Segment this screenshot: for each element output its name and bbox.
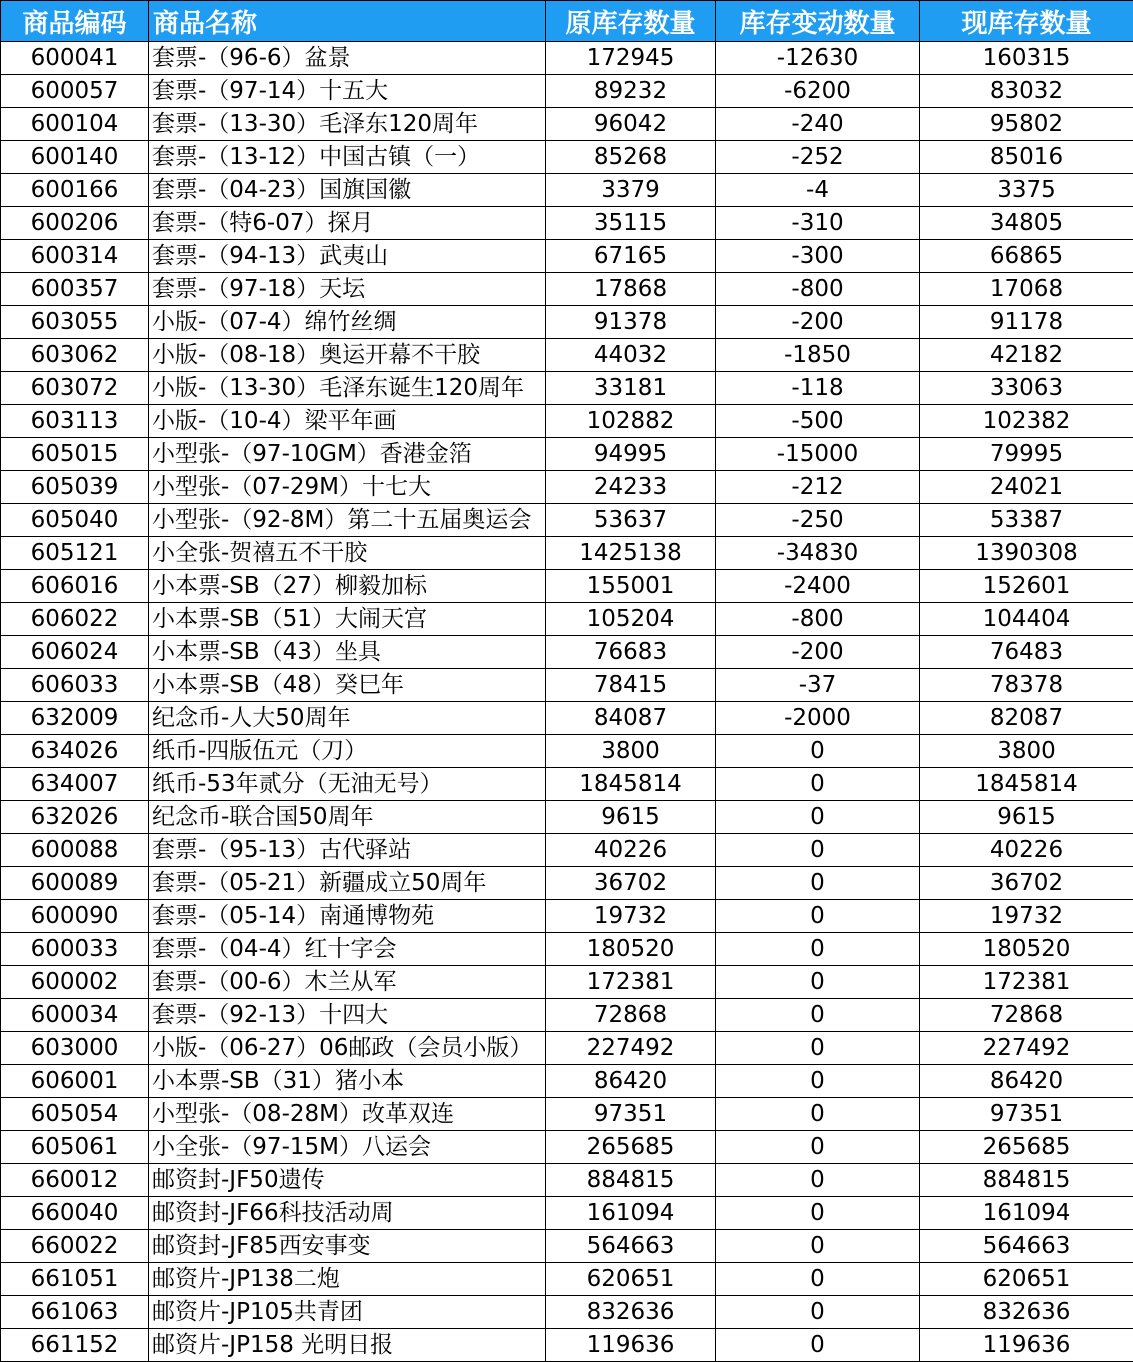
- table-row: [1, 702, 1133, 735]
- cell-curr-qty[interactable]: 83032: [920, 75, 1133, 108]
- cell-code[interactable]: 600206: [1, 207, 149, 240]
- cell-name[interactable]: 套票-（05-14）南通博物苑: [149, 900, 546, 933]
- cell-change-qty[interactable]: 0: [716, 1098, 920, 1131]
- cell-change-qty[interactable]: -4: [716, 174, 920, 207]
- table-row: [1, 471, 1133, 504]
- table-row: [1, 537, 1133, 570]
- cell-name[interactable]: 套票-（00-6）木兰从军: [149, 966, 546, 999]
- table-row: [1, 735, 1133, 768]
- cell-change-qty[interactable]: -12630: [716, 42, 920, 75]
- cell-curr-qty[interactable]: 102382: [920, 405, 1133, 438]
- table-row: [1, 108, 1133, 141]
- cell-code[interactable]: 600002: [1, 966, 149, 999]
- cell-change-qty[interactable]: -800: [716, 273, 920, 306]
- cell-name[interactable]: 小型张-（97-10GM）香港金箔: [149, 438, 546, 471]
- cell-curr-qty[interactable]: 78378: [920, 669, 1133, 702]
- cell-change-qty[interactable]: 0: [716, 966, 920, 999]
- table-body: [1, 42, 1133, 1362]
- cell-orig-qty[interactable]: 96042: [546, 108, 716, 141]
- cell-name[interactable]: 邮资封-JF66科技活动周: [149, 1197, 546, 1230]
- cell-orig-qty[interactable]: 155001: [546, 570, 716, 603]
- cell-curr-qty[interactable]: 82087: [920, 702, 1133, 735]
- cell-change-qty[interactable]: -310: [716, 207, 920, 240]
- cell-code[interactable]: 603000: [1, 1032, 149, 1065]
- cell-name[interactable]: 邮资封-JF50遗传: [149, 1164, 546, 1197]
- cell-code[interactable]: 605039: [1, 471, 149, 504]
- cell-code[interactable]: 600041: [1, 42, 149, 75]
- cell-orig-qty[interactable]: 172381: [546, 966, 716, 999]
- cell-change-qty[interactable]: 0: [716, 1263, 920, 1296]
- table-row: [1, 240, 1133, 273]
- cell-code[interactable]: 600314: [1, 240, 149, 273]
- cell-curr-qty[interactable]: 72868: [920, 999, 1133, 1032]
- cell-code[interactable]: 600089: [1, 867, 149, 900]
- cell-curr-qty[interactable]: 265685: [920, 1131, 1133, 1164]
- cell-name[interactable]: 小本票-SB（31）猪小本: [149, 1065, 546, 1098]
- cell-curr-qty[interactable]: 86420: [920, 1065, 1133, 1098]
- cell-code[interactable]: 600140: [1, 141, 149, 174]
- table-row: [1, 1197, 1133, 1230]
- cell-change-qty[interactable]: 0: [716, 867, 920, 900]
- table-row: [1, 933, 1133, 966]
- cell-curr-qty[interactable]: 34805: [920, 207, 1133, 240]
- header-code[interactable]: 商品编码: [1, 1, 149, 42]
- cell-orig-qty[interactable]: 78415: [546, 669, 716, 702]
- cell-orig-qty[interactable]: 102882: [546, 405, 716, 438]
- table-row: [1, 504, 1133, 537]
- cell-name[interactable]: 纸币-53年贰分（无油无号）: [149, 768, 546, 801]
- cell-orig-qty[interactable]: 33181: [546, 372, 716, 405]
- cell-curr-qty[interactable]: 160315: [920, 42, 1133, 75]
- cell-name[interactable]: 纪念币-人大50周年: [149, 702, 546, 735]
- table-row: [1, 768, 1133, 801]
- cell-name[interactable]: 套票-（04-4）红十字会: [149, 933, 546, 966]
- header-name[interactable]: 商品名称: [149, 1, 546, 42]
- table-row: [1, 438, 1133, 471]
- cell-curr-qty[interactable]: 40226: [920, 834, 1133, 867]
- cell-code[interactable]: 606033: [1, 669, 149, 702]
- cell-curr-qty[interactable]: 17068: [920, 273, 1133, 306]
- cell-curr-qty[interactable]: 620651: [920, 1263, 1133, 1296]
- cell-name[interactable]: 纸币-四版伍元（刀）: [149, 735, 546, 768]
- cell-curr-qty[interactable]: 227492: [920, 1032, 1133, 1065]
- cell-curr-qty[interactable]: 564663: [920, 1230, 1133, 1263]
- cell-change-qty[interactable]: 0: [716, 1131, 920, 1164]
- cell-curr-qty[interactable]: 85016: [920, 141, 1133, 174]
- cell-code[interactable]: 600088: [1, 834, 149, 867]
- cell-name[interactable]: 小型张-（07-29M）十七大: [149, 471, 546, 504]
- cell-code[interactable]: 605040: [1, 504, 149, 537]
- cell-change-qty[interactable]: -2400: [716, 570, 920, 603]
- cell-curr-qty[interactable]: 42182: [920, 339, 1133, 372]
- table-row: [1, 1032, 1133, 1065]
- table-row: [1, 1131, 1133, 1164]
- cell-curr-qty[interactable]: 79995: [920, 438, 1133, 471]
- table-row: [1, 900, 1133, 933]
- cell-code[interactable]: 632009: [1, 702, 149, 735]
- cell-code[interactable]: 600033: [1, 933, 149, 966]
- table-row: [1, 42, 1133, 75]
- cell-orig-qty[interactable]: 24233: [546, 471, 716, 504]
- cell-change-qty[interactable]: -200: [716, 306, 920, 339]
- cell-name[interactable]: 纪念币-联合国50周年: [149, 801, 546, 834]
- cell-orig-qty[interactable]: 119636: [546, 1329, 716, 1362]
- cell-code[interactable]: 661152: [1, 1329, 149, 1362]
- cell-change-qty[interactable]: 0: [716, 1032, 920, 1065]
- table-row: [1, 174, 1133, 207]
- cell-change-qty[interactable]: 0: [716, 1164, 920, 1197]
- cell-change-qty[interactable]: -6200: [716, 75, 920, 108]
- cell-code[interactable]: 660022: [1, 1230, 149, 1263]
- cell-change-qty[interactable]: -118: [716, 372, 920, 405]
- cell-change-qty[interactable]: -34830: [716, 537, 920, 570]
- table-row: [1, 999, 1133, 1032]
- cell-change-qty[interactable]: 0: [716, 1296, 920, 1329]
- cell-change-qty[interactable]: 0: [716, 900, 920, 933]
- cell-orig-qty[interactable]: 35115: [546, 207, 716, 240]
- cell-code[interactable]: 634026: [1, 735, 149, 768]
- table-row: [1, 339, 1133, 372]
- cell-name[interactable]: 套票-（92-13）十四大: [149, 999, 546, 1032]
- cell-curr-qty[interactable]: 95802: [920, 108, 1133, 141]
- cell-change-qty[interactable]: -500: [716, 405, 920, 438]
- cell-orig-qty[interactable]: 72868: [546, 999, 716, 1032]
- cell-orig-qty[interactable]: 265685: [546, 1131, 716, 1164]
- cell-curr-qty[interactable]: 33063: [920, 372, 1133, 405]
- cell-orig-qty[interactable]: 1425138: [546, 537, 716, 570]
- cell-name[interactable]: 套票-（13-30）毛泽东120周年: [149, 108, 546, 141]
- cell-name[interactable]: 小版-（06-27）06邮政（会员小版）: [149, 1032, 546, 1065]
- cell-orig-qty[interactable]: 3379: [546, 174, 716, 207]
- cell-orig-qty[interactable]: 84087: [546, 702, 716, 735]
- cell-name[interactable]: 小版-（10-4）梁平年画: [149, 405, 546, 438]
- cell-change-qty[interactable]: 0: [716, 999, 920, 1032]
- cell-orig-qty[interactable]: 227492: [546, 1032, 716, 1065]
- cell-orig-qty[interactable]: 17868: [546, 273, 716, 306]
- cell-code[interactable]: 605054: [1, 1098, 149, 1131]
- cell-code[interactable]: 603072: [1, 372, 149, 405]
- cell-code[interactable]: 600090: [1, 900, 149, 933]
- cell-code[interactable]: 634007: [1, 768, 149, 801]
- cell-change-qty[interactable]: 0: [716, 834, 920, 867]
- header-curr-qty[interactable]: 现库存数量: [920, 1, 1133, 42]
- cell-orig-qty[interactable]: 161094: [546, 1197, 716, 1230]
- cell-curr-qty[interactable]: 832636: [920, 1296, 1133, 1329]
- cell-code[interactable]: 605121: [1, 537, 149, 570]
- cell-orig-qty[interactable]: 40226: [546, 834, 716, 867]
- cell-name[interactable]: 邮资片-JP158 光明日报: [149, 1329, 546, 1362]
- table-row: [1, 405, 1133, 438]
- cell-name[interactable]: 套票-（97-18）天坛: [149, 273, 546, 306]
- cell-change-qty[interactable]: -252: [716, 141, 920, 174]
- cell-orig-qty[interactable]: 832636: [546, 1296, 716, 1329]
- cell-orig-qty[interactable]: 884815: [546, 1164, 716, 1197]
- cell-curr-qty[interactable]: 152601: [920, 570, 1133, 603]
- cell-curr-qty[interactable]: 53387: [920, 504, 1133, 537]
- cell-code[interactable]: 606024: [1, 636, 149, 669]
- table-row: [1, 570, 1133, 603]
- cell-name[interactable]: 套票-（05-21）新疆成立50周年: [149, 867, 546, 900]
- table-row: [1, 1098, 1133, 1131]
- table-row: [1, 966, 1133, 999]
- cell-name[interactable]: 小型张-（92-8M）第二十五届奥运会: [149, 504, 546, 537]
- cell-orig-qty[interactable]: 9615: [546, 801, 716, 834]
- cell-orig-qty[interactable]: 3800: [546, 735, 716, 768]
- cell-curr-qty[interactable]: 19732: [920, 900, 1133, 933]
- cell-change-qty[interactable]: 0: [716, 1329, 920, 1362]
- table-row: [1, 141, 1133, 174]
- cell-name[interactable]: 套票-（13-12）中国古镇（一）: [149, 141, 546, 174]
- table-row: [1, 834, 1133, 867]
- cell-name[interactable]: 小全张-（97-15M）八运会: [149, 1131, 546, 1164]
- table-row: [1, 306, 1133, 339]
- cell-name[interactable]: 套票-（97-14）十五大: [149, 75, 546, 108]
- cell-curr-qty[interactable]: 66865: [920, 240, 1133, 273]
- cell-code[interactable]: 600057: [1, 75, 149, 108]
- cell-curr-qty[interactable]: 104404: [920, 603, 1133, 636]
- table-row: [1, 603, 1133, 636]
- cell-change-qty[interactable]: -200: [716, 636, 920, 669]
- cell-orig-qty[interactable]: 97351: [546, 1098, 716, 1131]
- header-change-qty[interactable]: 库存变动数量: [716, 1, 920, 42]
- table-row: [1, 1164, 1133, 1197]
- cell-code[interactable]: 661051: [1, 1263, 149, 1296]
- cell-change-qty[interactable]: 0: [716, 1065, 920, 1098]
- header-orig-qty[interactable]: 原库存数量: [546, 1, 716, 42]
- cell-name[interactable]: 小本票-SB（27）柳毅加标: [149, 570, 546, 603]
- cell-change-qty[interactable]: -1850: [716, 339, 920, 372]
- table-row: [1, 801, 1133, 834]
- cell-orig-qty[interactable]: 53637: [546, 504, 716, 537]
- cell-name[interactable]: 小版-（07-4）绵竹丝绸: [149, 306, 546, 339]
- cell-name[interactable]: 小版-（08-18）奥运开幕不干胶: [149, 339, 546, 372]
- cell-change-qty[interactable]: -37: [716, 669, 920, 702]
- cell-curr-qty[interactable]: 91178: [920, 306, 1133, 339]
- cell-change-qty[interactable]: 0: [716, 1197, 920, 1230]
- cell-curr-qty[interactable]: 3800: [920, 735, 1133, 768]
- table-row: [1, 273, 1133, 306]
- cell-change-qty[interactable]: 0: [716, 933, 920, 966]
- cell-code[interactable]: 660012: [1, 1164, 149, 1197]
- cell-code[interactable]: 600357: [1, 273, 149, 306]
- cell-curr-qty[interactable]: 172381: [920, 966, 1133, 999]
- cell-orig-qty[interactable]: 180520: [546, 933, 716, 966]
- cell-code[interactable]: 605061: [1, 1131, 149, 1164]
- cell-curr-qty[interactable]: 161094: [920, 1197, 1133, 1230]
- cell-change-qty[interactable]: 0: [716, 1230, 920, 1263]
- cell-change-qty[interactable]: -15000: [716, 438, 920, 471]
- cell-curr-qty[interactable]: 1390308: [920, 537, 1133, 570]
- cell-orig-qty[interactable]: 19732: [546, 900, 716, 933]
- cell-name[interactable]: 套票-（特6-07）探月: [149, 207, 546, 240]
- table-row: [1, 669, 1133, 702]
- cell-orig-qty[interactable]: 85268: [546, 141, 716, 174]
- cell-code[interactable]: 606016: [1, 570, 149, 603]
- cell-name[interactable]: 小本票-SB（51）大闹天宫: [149, 603, 546, 636]
- cell-name[interactable]: 套票-（04-23）国旗国徽: [149, 174, 546, 207]
- table-row: [1, 1263, 1133, 1296]
- table-row: [1, 75, 1133, 108]
- cell-orig-qty[interactable]: 44032: [546, 339, 716, 372]
- cell-curr-qty[interactable]: 884815: [920, 1164, 1133, 1197]
- table-row: [1, 636, 1133, 669]
- cell-change-qty[interactable]: 0: [716, 768, 920, 801]
- table-row: [1, 1230, 1133, 1263]
- cell-name[interactable]: 小全张-贺禧五不干胶: [149, 537, 546, 570]
- cell-name[interactable]: 套票-（94-13）武夷山: [149, 240, 546, 273]
- cell-orig-qty[interactable]: 76683: [546, 636, 716, 669]
- cell-curr-qty[interactable]: 119636: [920, 1329, 1133, 1362]
- cell-change-qty[interactable]: -2000: [716, 702, 920, 735]
- cell-change-qty[interactable]: -250: [716, 504, 920, 537]
- cell-code[interactable]: 600034: [1, 999, 149, 1032]
- cell-curr-qty[interactable]: 3375: [920, 174, 1133, 207]
- cell-code[interactable]: 632026: [1, 801, 149, 834]
- cell-change-qty[interactable]: 0: [716, 801, 920, 834]
- cell-code[interactable]: 603055: [1, 306, 149, 339]
- cell-orig-qty[interactable]: 105204: [546, 603, 716, 636]
- cell-code[interactable]: 661063: [1, 1296, 149, 1329]
- cell-change-qty[interactable]: -300: [716, 240, 920, 273]
- cell-curr-qty[interactable]: 36702: [920, 867, 1133, 900]
- table-row: [1, 1329, 1133, 1362]
- cell-change-qty[interactable]: 0: [716, 735, 920, 768]
- cell-orig-qty[interactable]: 94995: [546, 438, 716, 471]
- cell-change-qty[interactable]: -240: [716, 108, 920, 141]
- cell-orig-qty[interactable]: 67165: [546, 240, 716, 273]
- table-row: [1, 372, 1133, 405]
- cell-code[interactable]: 660040: [1, 1197, 149, 1230]
- cell-orig-qty[interactable]: 1845814: [546, 768, 716, 801]
- cell-curr-qty[interactable]: 24021: [920, 471, 1133, 504]
- cell-curr-qty[interactable]: 9615: [920, 801, 1133, 834]
- cell-name[interactable]: 套票-（95-13）古代驿站: [149, 834, 546, 867]
- table-row: [1, 1296, 1133, 1329]
- cell-name[interactable]: 小版-（13-30）毛泽东诞生120周年: [149, 372, 546, 405]
- cell-code[interactable]: 603062: [1, 339, 149, 372]
- cell-orig-qty[interactable]: 86420: [546, 1065, 716, 1098]
- table-row: [1, 1065, 1133, 1098]
- header-row: [1, 1, 1133, 42]
- cell-code[interactable]: 606001: [1, 1065, 149, 1098]
- cell-code[interactable]: 606022: [1, 603, 149, 636]
- cell-name[interactable]: 邮资片-JP105共青团: [149, 1296, 546, 1329]
- cell-name[interactable]: 套票-（96-6）盆景: [149, 42, 546, 75]
- cell-code[interactable]: 600166: [1, 174, 149, 207]
- cell-orig-qty[interactable]: 172945: [546, 42, 716, 75]
- cell-orig-qty[interactable]: 564663: [546, 1230, 716, 1263]
- cell-name[interactable]: 邮资片-JP138二炮: [149, 1263, 546, 1296]
- cell-change-qty[interactable]: -212: [716, 471, 920, 504]
- cell-name[interactable]: 小本票-SB（48）癸巳年: [149, 669, 546, 702]
- cell-name[interactable]: 小型张-（08-28M）改革双连: [149, 1098, 546, 1131]
- cell-name[interactable]: 小本票-SB（43）坐具: [149, 636, 546, 669]
- cell-orig-qty[interactable]: 91378: [546, 306, 716, 339]
- cell-orig-qty[interactable]: 36702: [546, 867, 716, 900]
- cell-curr-qty[interactable]: 1845814: [920, 768, 1133, 801]
- cell-code[interactable]: 603113: [1, 405, 149, 438]
- cell-code[interactable]: 600104: [1, 108, 149, 141]
- cell-curr-qty[interactable]: 76483: [920, 636, 1133, 669]
- table-row: [1, 867, 1133, 900]
- cell-code[interactable]: 605015: [1, 438, 149, 471]
- cell-curr-qty[interactable]: 180520: [920, 933, 1133, 966]
- cell-curr-qty[interactable]: 97351: [920, 1098, 1133, 1131]
- cell-orig-qty[interactable]: 620651: [546, 1263, 716, 1296]
- cell-orig-qty[interactable]: 89232: [546, 75, 716, 108]
- cell-change-qty[interactable]: -800: [716, 603, 920, 636]
- cell-name[interactable]: 邮资封-JF85西安事变: [149, 1230, 546, 1263]
- table-row: [1, 207, 1133, 240]
